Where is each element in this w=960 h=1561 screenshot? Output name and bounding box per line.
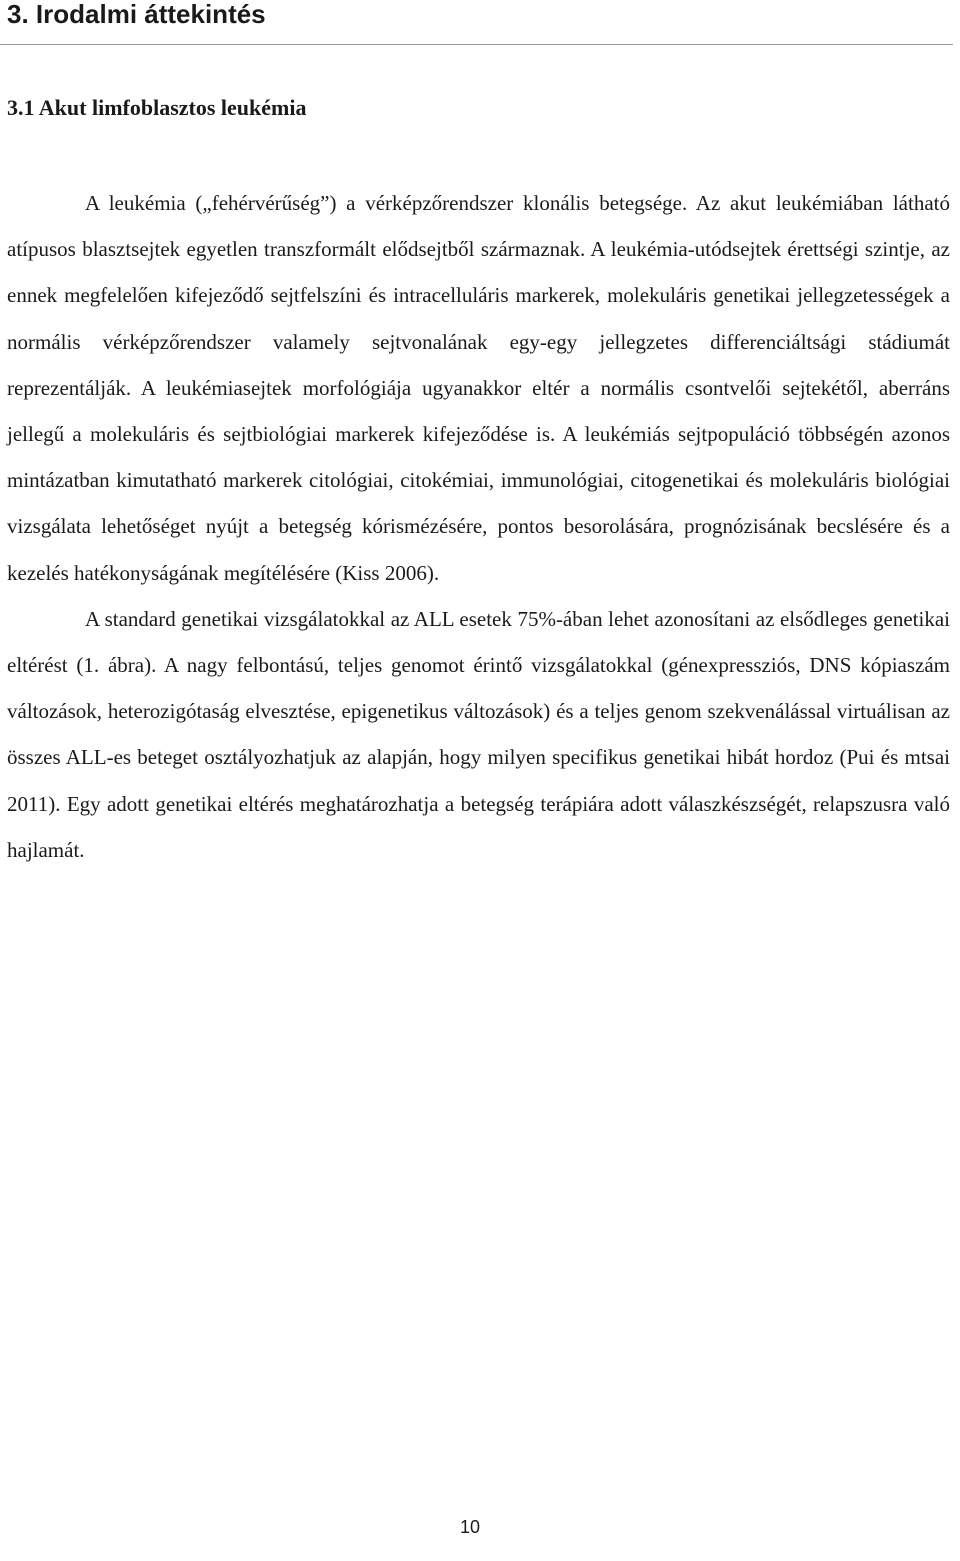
- paragraph-leukemia-overview: A leukémia („fehérvérűség”) a vérképzőrendszer klonális betegsége. Az akut leukémiában látható atípusos blasztsejtek egyetlen transzformált elődsejtből származnak. A leukémia-utódsejtek érettségi szintje, az ennek megfelelően kifejeződő sejtfelszíni és intracelluláris markerek, molekuláris genetikai jellegzetességek a normális vérképzőrendszer valamely sejtvonalának egy-egy jellegzetes differenciáltsági stádiumát reprezentálják. A leukémiasejtek morfológiája ugyanakkor eltér a normális csontvelői sejtekétől, aberráns jellegű a molekuláris és sejtbiológiai markerek kifejeződése is. A leukémiás sejtpopuláció többségén azonos mintázatban kimutatható markerek citológiai, citokémiai, immunológiai, citogenetikai és molekuláris biológiai vizsgálata lehetőséget nyújt a betegség kórismézésére, pontos besorolására, prognózisának becslésére és a kezelés hatékonyságának megítélésére (Kiss 2006).: [7, 191, 950, 585]
- paragraph-genetic-testing: A standard genetikai vizsgálatokkal az ALL esetek 75%-ában lehet azonosítani az elsődleges genetikai eltérést (1. ábra). A nagy felbontású, teljes genomot érintő vizsgálatokkal (génexpressziós, DNS kópiaszám változások, heterozigótaság elvesztése, epigenetikus változások) és a teljes genom szekvenálással virtuálisan az összes ALL-es beteget osztályozhatjuk az alapján, hogy milyen specifikus genetikai hibát hordoz (Pui és mtsai 2011). Egy adott genetikai eltérés meghatározhatja a betegség terápiára adott válaszkészségét, relapszusra való hajlamát.: [7, 606, 950, 862]
- chapter-title: 3. Irodalmi áttekintés: [7, 0, 266, 29]
- page-number: 10: [460, 1517, 481, 1537]
- body-text: [7, 180, 950, 873]
- chapter-divider: [0, 44, 953, 45]
- section-title: 3.1 Akut limfoblasztos leukémia: [7, 95, 307, 120]
